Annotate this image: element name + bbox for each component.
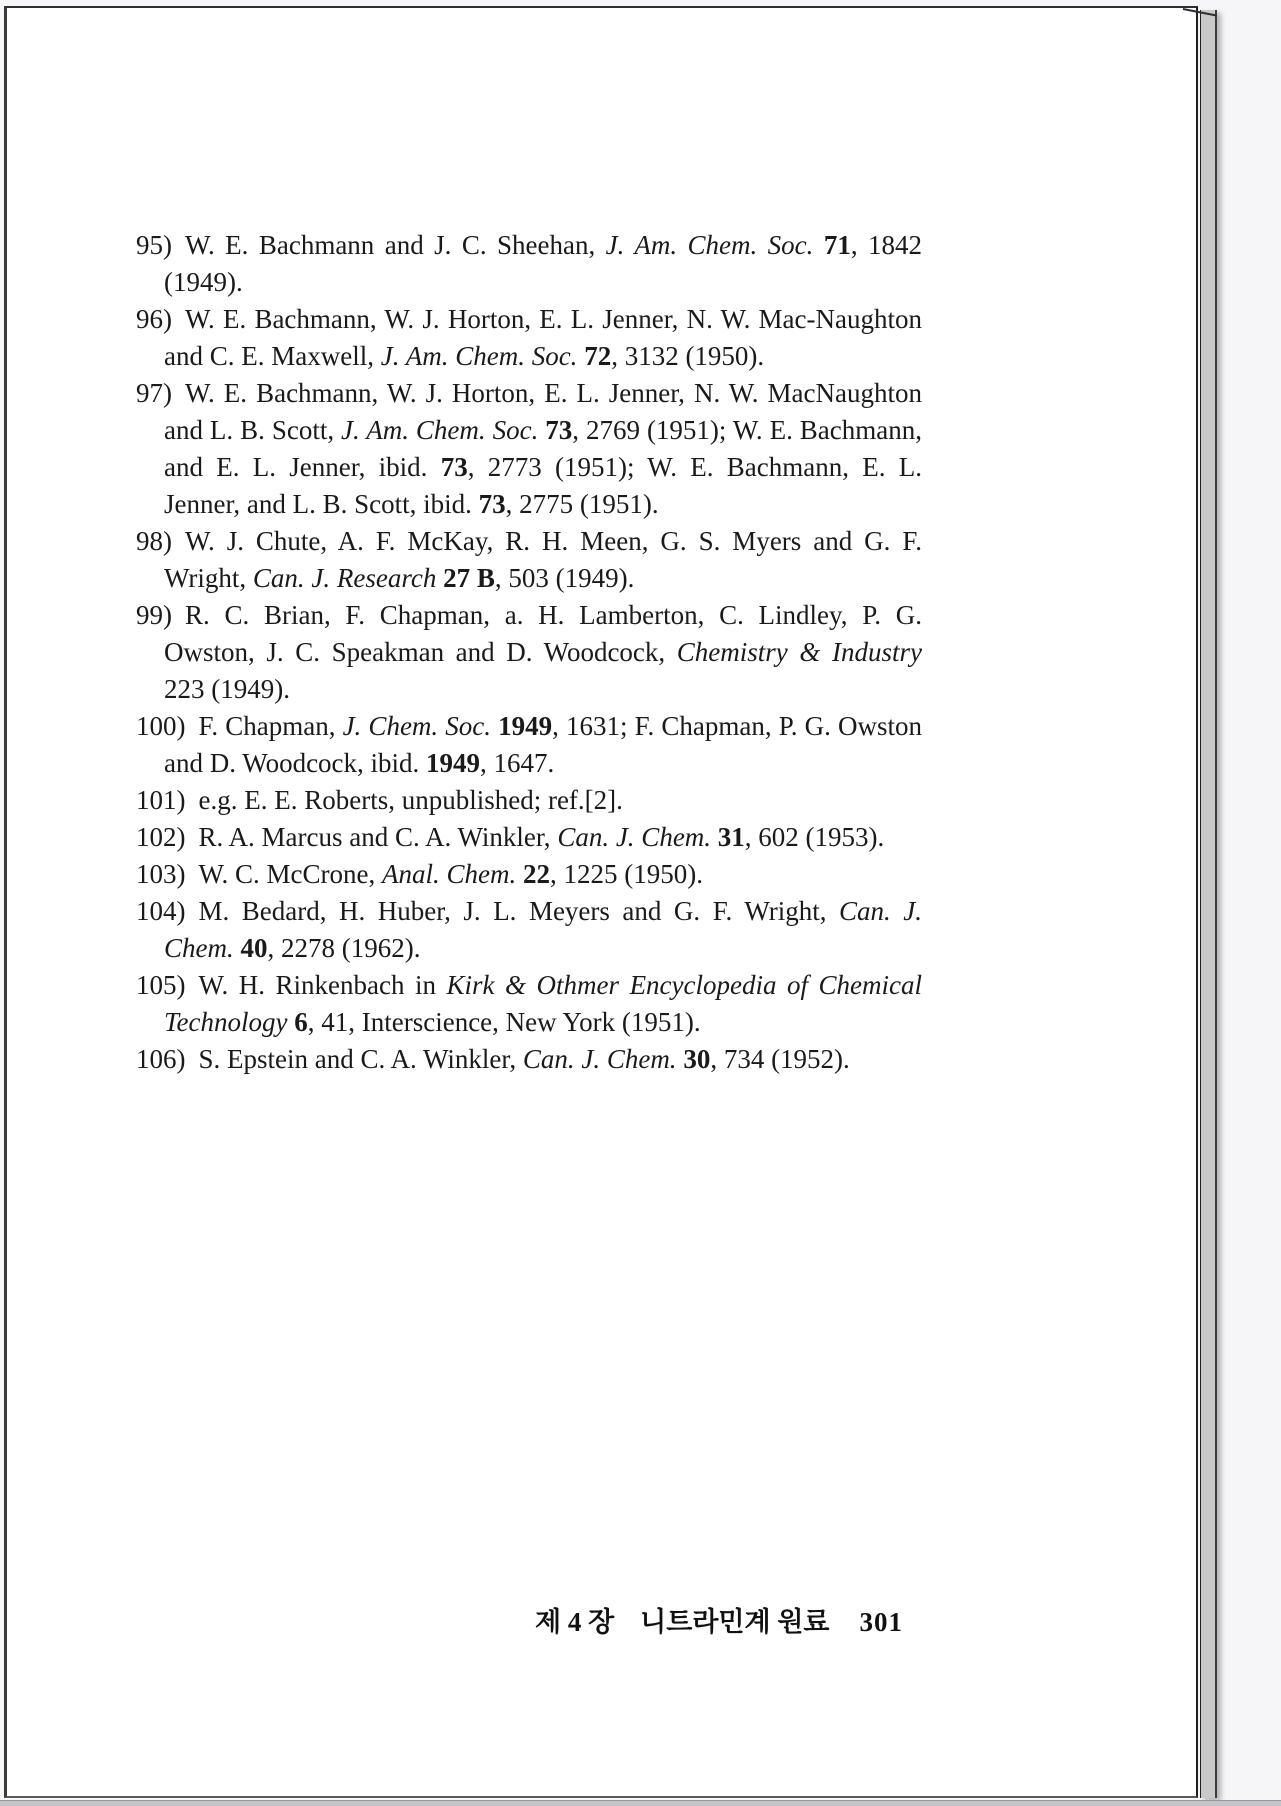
reference-segment: , 503 (1949). (494, 563, 635, 593)
reference-text (164, 304, 922, 371)
page-edge-strip (1200, 10, 1217, 1798)
reference-segment: F. Chapman, (198, 711, 343, 741)
reference-segment: J. Am. Chem. Soc. (380, 341, 585, 371)
reference-number: 98) (136, 526, 172, 556)
reference-text (164, 896, 922, 963)
reference-number: 99) (136, 600, 172, 630)
reference-segment: 73 (478, 489, 506, 519)
reference-segment: Can. J. Chem. (164, 896, 922, 963)
reference-segment: 40 (240, 933, 268, 963)
reference-segment: , 1225 (1950). (550, 859, 703, 889)
reference-text (164, 230, 922, 297)
reference-segment: Anal. Chem. (382, 859, 523, 889)
reference-item (136, 708, 922, 782)
reference-segment: 31 (717, 822, 745, 852)
reference-text (199, 785, 623, 815)
page-footer (7, 1600, 903, 1639)
book-page (4, 6, 1198, 1798)
reference-item (136, 819, 922, 856)
reference-segment: Can. J. Research (252, 563, 444, 593)
reference-segment: , 2773 (1951); W. E. Bachmann, E. L. Jenner, and L. B. Scott, ibid. (164, 452, 922, 519)
reference-segment: , 2278 (1962). (267, 933, 421, 963)
reference-number: 101) (136, 785, 186, 815)
reference-text (164, 600, 922, 704)
reference-number: 97) (136, 378, 172, 408)
reference-segment: Can. J. Chem. (557, 822, 718, 852)
reference-segment: 22 (523, 859, 550, 889)
reference-segment: 30 (683, 1044, 711, 1074)
reference-item (136, 856, 922, 893)
footer-section-title: 니트라민계 원료 (640, 1607, 830, 1637)
reference-text (199, 859, 703, 889)
reference-segment: 73 (440, 452, 468, 482)
reference-text (199, 1044, 850, 1074)
reference-number: 102) (136, 822, 186, 852)
reference-item (136, 227, 922, 301)
reference-segment: J. Am. Chem. Soc. (341, 415, 546, 445)
reference-segment: W. E. Bachmann and J. C. Sheehan, (185, 230, 606, 260)
reference-text (164, 378, 922, 519)
reference-segment: M. Bedard, H. Huber, J. L. Meyers and G. F. Wright, (198, 896, 839, 926)
reference-text (164, 711, 922, 778)
reference-segment: , 2775 (1951). (505, 489, 659, 519)
footer-chapter-label: 제 4 장 (535, 1607, 615, 1637)
reference-segment: , 41, Interscience, New York (1951). (307, 1007, 701, 1037)
reference-segment: , 734 (1952). (710, 1044, 850, 1074)
reference-item (136, 597, 922, 708)
reference-text (164, 526, 922, 593)
reference-number: 104) (136, 896, 186, 926)
reference-number: 100) (136, 711, 186, 741)
reference-segment: Can. J. Chem. (522, 1044, 684, 1074)
reference-segment: J. Chem. Soc. (342, 711, 499, 741)
reference-segment: W. J. Chute, A. F. McKay, R. H. Meen, G. S. Myers and G. F. Wright, (164, 526, 922, 593)
reference-number: 96) (136, 304, 172, 334)
reference-item (136, 782, 922, 819)
reference-segment: 6 (294, 1007, 308, 1037)
reference-item (136, 523, 922, 597)
reference-segment: 71 (823, 230, 851, 260)
reference-segment: W. H. Rinkenbach in (198, 970, 447, 1000)
reference-number: 103) (136, 859, 186, 889)
reference-segment: 1949 (498, 711, 553, 741)
reference-number: 105) (136, 970, 186, 1000)
reference-item (136, 301, 922, 375)
reference-segment: 72 (584, 341, 612, 371)
reference-item (136, 893, 922, 967)
footer-page-number: 301 (859, 1607, 903, 1637)
reference-segment: Chemistry & Industry (676, 637, 922, 667)
reference-segment: 73 (545, 415, 573, 445)
reference-number: 95) (136, 230, 172, 260)
reference-segment: W. E. Bachmann, W. J. Horton, E. L. Jenner, N. W. Mac-Naughton and C. E. Maxwell, (164, 304, 922, 371)
reference-segment: Kirk & Othmer Encyclopedia of Chemical Technology (164, 970, 923, 1037)
reference-segment: W. C. McCrone, (198, 859, 382, 889)
reference-item (136, 1041, 922, 1078)
reference-segment: e.g. E. E. Roberts, unpublished; ref.[2]. (198, 785, 623, 815)
reference-segment: , 1647. (480, 748, 555, 778)
reference-list (136, 227, 922, 1078)
reference-segment: 27 B (443, 563, 495, 593)
reference-item (136, 967, 922, 1041)
reference-segment: 1949 (426, 748, 481, 778)
reference-segment: R. A. Marcus and C. A. Winkler, (198, 822, 558, 852)
reference-segment: R. C. Brian, F. Chapman, a. H. Lamberton, C. Lindley, P. G. Owston, J. C. Speakman and D. Woodcock, (164, 600, 922, 667)
reference-segment: , 1842 (1949). (164, 230, 923, 297)
reference-segment: S. Epstein and C. A. Winkler, (198, 1044, 523, 1074)
reference-segment: , 1631; F. Chapman, P. G. Owston and D. Woodcock, ibid. (164, 711, 922, 778)
scan-bottom-edge (0, 1800, 1281, 1806)
reference-number: 106) (136, 1044, 186, 1074)
reference-item (136, 375, 922, 523)
reference-segment: , 602 (1953). (744, 822, 885, 852)
reference-segment: W. E. Bachmann, W. J. Horton, E. L. Jenner, N. W. MacNaughton and L. B. Scott, (164, 378, 922, 445)
reference-text (199, 822, 885, 852)
reference-segment: 223 (1949). (164, 674, 290, 704)
reference-segment: , 2769 (1951); W. E. Bachmann, and E. L. Jenner, ibid. (164, 415, 922, 482)
reference-text (164, 970, 922, 1037)
reference-segment: J. Am. Chem. Soc. (605, 230, 824, 260)
reference-segment: , 3132 (1950). (611, 341, 765, 371)
